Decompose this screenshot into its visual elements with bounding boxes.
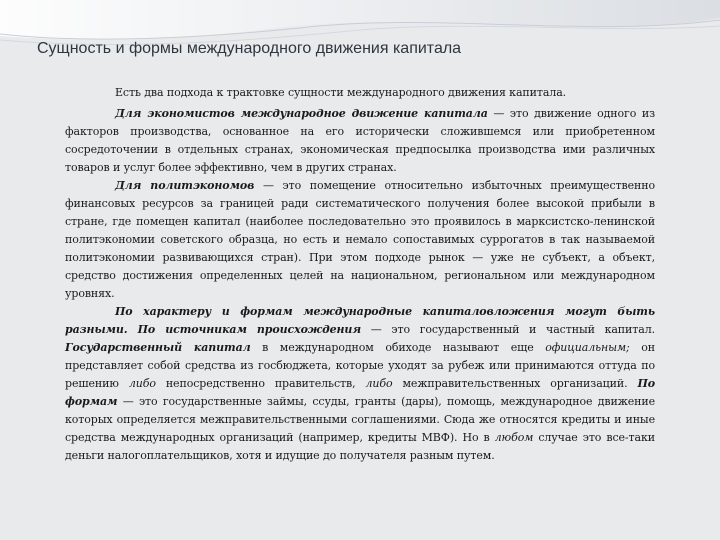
intro-paragraph: Есть два подхода к трактовке сущности международного движения капитала.: [115, 86, 567, 99]
economists-paragraph: [65, 105, 655, 177]
politeconomists-lead: Для политэкономов: [115, 179, 255, 192]
forms-lead: По характеру и формам международные капиталовложения могут быть разными. По источникам происхождения: [65, 305, 655, 336]
forms-text-5: межправительственных организаций.: [392, 377, 638, 390]
either-term-2: либо: [365, 377, 393, 390]
state-capital-term: Государственный капитал: [65, 341, 251, 354]
economists-lead: Для экономистов международное движение капитала: [115, 107, 488, 120]
forms-text-4: непосредственно правительств,: [155, 377, 366, 390]
official-term: официальным;: [545, 341, 630, 354]
slide-body: [65, 84, 655, 465]
forms-text-6: — это государственные займы, ссуды, гранты (дары), помощь, международное движение которых определяется межправительственными соглашениями. Сюда же относятся кредиты и иные средства международных организаций (например, кредиты МВФ). Но в: [65, 395, 655, 444]
forms-text-7: случае это все-таки деньги налогоплательщиков, хотя и идущие до получателя разным путем.: [65, 431, 656, 462]
page-title: Сущность и формы международного движения капитала: [37, 40, 462, 57]
forms-text-3: он представляет собой средства из госбюджета, которые уходят за рубеж или принимаются оттуда по решению: [65, 341, 655, 390]
forms-text-1: — это государственный и частный капитал.: [361, 323, 656, 336]
politeconomists-text: — это помещение относительно избыточных преимущественно финансовых ресурсов за границей ради систематического получения более высокой прибыли в стране, где помещен капитал (наиболее последовательно это проявилось в марксистско-ленинской политэкономии советского образца, но есть и немало сопоставимых суррогатов в так называемой политэкономии развивающихся стран). При этом подходе рынок — уже не субъект, а объект, средство достижения определенных целей на национальном, региональном или международном уровнях.: [65, 179, 655, 300]
any-term: любом: [494, 431, 534, 444]
politeconomists-paragraph: [65, 177, 655, 303]
forms-paragraph: [65, 303, 655, 465]
forms-text-2: в международном обиходе называют еще: [250, 341, 546, 354]
economists-text: — это движение одного из факторов производства, основанное на его исторически сложившемся или приобретенном сосредоточении в отдельных странах, экономическая предпосылка производства ими различных товаров и услуг более эффективно, чем в других странах.: [65, 107, 655, 174]
either-term-1: либо: [128, 377, 156, 390]
by-forms-term: По формам: [65, 377, 655, 408]
